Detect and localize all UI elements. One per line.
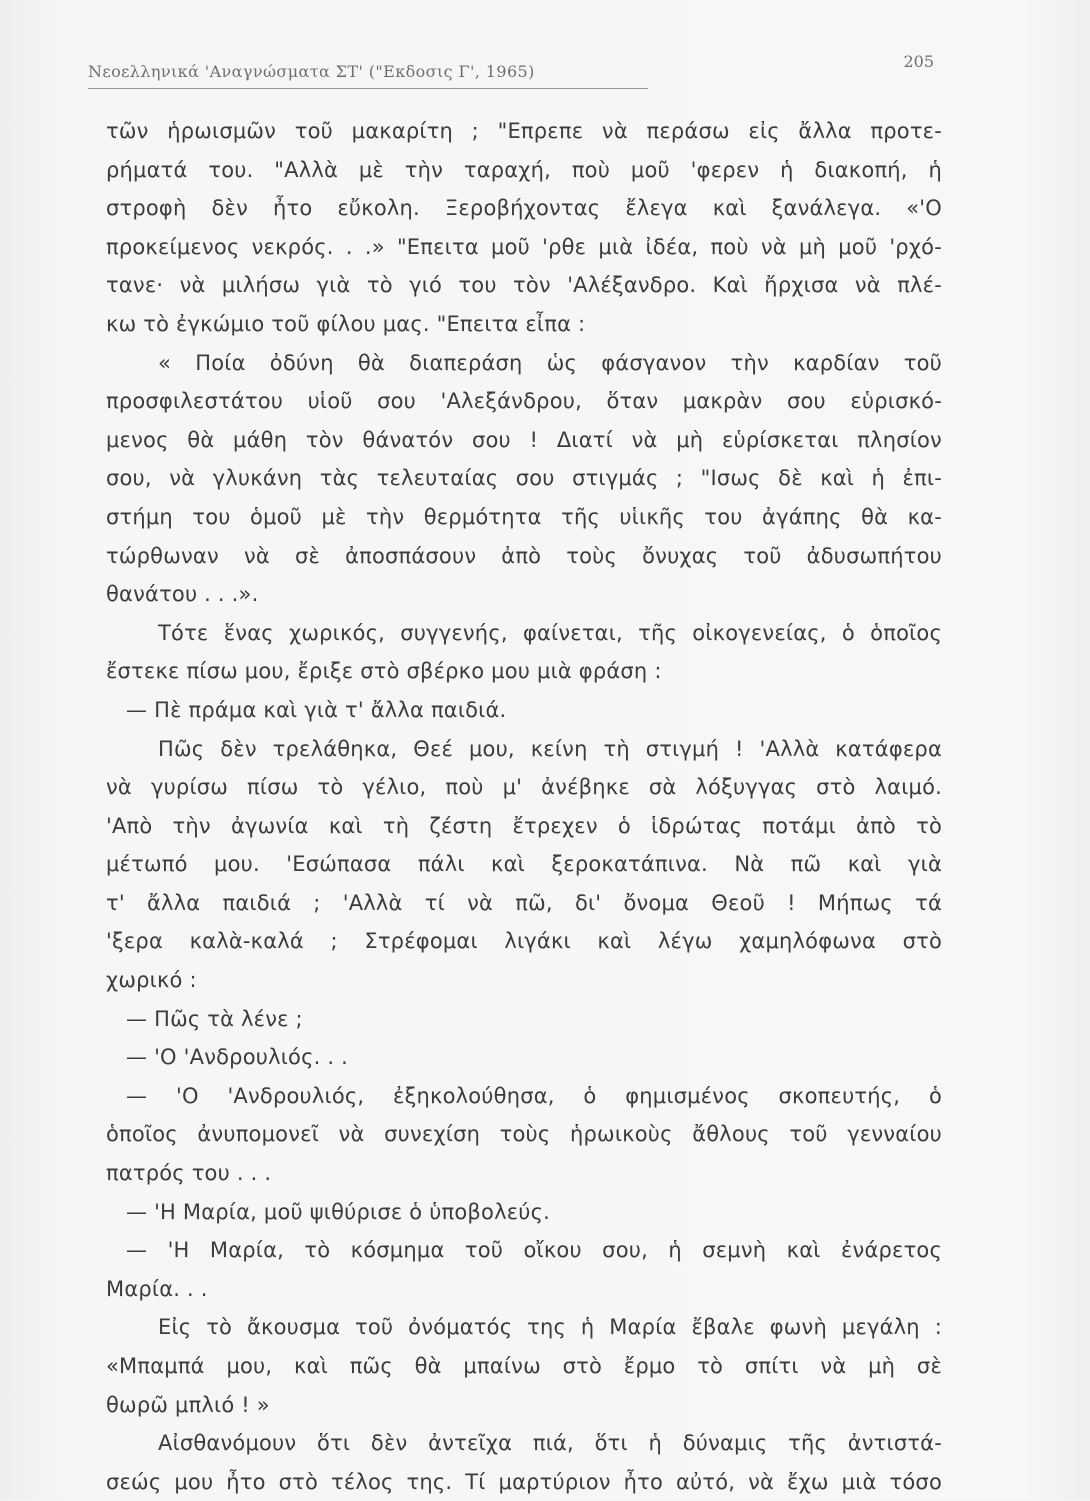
text-line: 'Απὸ τὴν ἀγωνία καὶ τὴ ζέστη ἔτρεχεν ὁ ἱδρώτας ποτάμι ἀπὸ τὸ (106, 813, 942, 838)
text-line: ρήματά του. "Αλλὰ μὲ τὴν ταραχή, ποὺ μοῦ 'φερεν ἡ διακοπή, ἡ (106, 157, 942, 182)
body-text (106, 112, 942, 1501)
text-line: τ' ἄλλα παιδιά ; 'Αλλὰ τί νὰ πῶ, δι' ὄνομα Θεοῦ ! Μήπως τά (106, 890, 942, 915)
dialogue-line: — 'Ο 'Ανδρουλιός, ἐξηκολούθησα, ὁ φημισμένος σκοπευτής, ὁ (126, 1083, 942, 1108)
text-line: σεώς μου ἦτο στὸ τέλος της. Τί μαρτύριον ἦτο αὐτό, νὰ ἔχω μιὰ τόσο (106, 1469, 942, 1494)
text-line: θανάτου . . .». (106, 582, 259, 607)
text-line: νὰ γυρίσω πίσω τὸ γέλιο, ποὺ μ' ἀνέβηκε σὰ λόξυγγας στὸ λαιμό. (106, 775, 942, 800)
text-line: «Μπαμπά μου, καὶ πῶς θὰ μπαίνω στὸ ἔρμο τὸ σπίτι νὰ μὴ σὲ (106, 1354, 942, 1378)
dialogue-line: — Πὲ πράμα καὶ γιὰ τ' ἄλλα παιδιά. (126, 697, 507, 722)
dialogue-line: — 'Η Μαρία, μοῦ ψιθύρισε ὁ ὑποβολεύς. (126, 1199, 551, 1224)
dialogue-line: — 'Η Μαρία, τὸ κόσμημα τοῦ οἴκου σου, ἡ σεμνὴ καὶ ἐνάρετος (126, 1238, 942, 1263)
text-line: μέτωπό μου. 'Εσώπασα πάλι καὶ ξεροκατάπινα. Νὰ πῶ καὶ γιὰ (106, 852, 942, 877)
text-line: προσφιλεστάτου υἱοῦ σου 'Αλεξάνδρου, ὅταν μακρὰν σου εὑρισκό- (106, 389, 942, 414)
text-line: μενος θὰ μάθη τὸν θάνατόν σου ! Διατί νὰ μὴ εὑρίσκεται πλησίον (106, 427, 942, 452)
text-line: τῶν ἡρωισμῶν τοῦ μακαρίτη ; "Επρεπε νὰ περάσω εἰς ἄλλα προτε- (106, 119, 942, 143)
text-line: χωρικό : (106, 968, 197, 993)
text-line: τανε· νὰ μιλήσω γιὰ τὸ γιό του τὸν 'Αλέξανδρο. Καὶ ἤρχισα νὰ πλέ- (106, 273, 942, 298)
text-line: Τότε ἕνας χωρικός, συγγενής, φαίνεται, τῆς οἰκογενείας, ὁ ὁποῖος (158, 620, 942, 645)
dialogue-line: — Πῶς τὰ λένε ; (126, 1006, 303, 1031)
dialogue-line: — 'Ο 'Ανδρουλιός. . . (126, 1045, 348, 1070)
text-line: Εἰς τὸ ἄκουσμα τοῦ ὀνόματός της ἡ Μαρία ἔβαλε φωνὴ μεγάλη : (158, 1315, 942, 1340)
text-line: Αἰσθανόμουν ὅτι δὲν ἀντεῖχα πιά, ὅτι ἡ δύναμις τῆς ἀντιστά- (158, 1431, 942, 1456)
text-line: τώρθωναν νὰ σὲ ἀποσπάσουν ἀπὸ τοὺς ὄνυχας τοῦ ἀδυσωπήτου (106, 543, 942, 568)
text-line: στροφὴ δὲν ἦτο εὔκολη. Ξεροβήχοντας ἔλεγα καὶ ξανάλεγα. «'Ο (106, 196, 942, 221)
text-line: κω τὸ ἐγκώμιο τοῦ φίλου μας. "Επειτα εἶπα : (106, 311, 586, 336)
text-line: Πῶς δὲν τρελάθηκα, Θεέ μου, κείνη τὴ στιγμή ! 'Αλλὰ κατάφερα (158, 736, 942, 761)
text-line: 'ξερα καλὰ-καλά ; Στρέφομαι λιγάκι καὶ λέγω χαμηλόφωνα στὸ (106, 929, 942, 954)
page-number: 205 (903, 52, 934, 71)
text-line: στήμη του ὁμοῦ μὲ τὴν θερμότητα τῆς υἱικῆς του ἀγάπης θὰ κα- (106, 504, 942, 529)
running-head: Νεοελληνικά 'Αναγνώσματα ΣΤ' ("Εκδοσις Γ', 1965) (88, 62, 535, 81)
text-line: πατρός του . . . (106, 1161, 272, 1186)
text-line: θωρῶ μπλιό ! » (106, 1392, 270, 1417)
page-header (88, 52, 934, 92)
text-line: προκείμενος νεκρός. . .» "Επειτα μοῦ 'ρθε μιὰ ἰδέα, ποὺ νὰ μὴ μοῦ 'ρχό- (106, 234, 942, 259)
text-line: Μαρία. . . (106, 1276, 208, 1301)
header-rule (88, 88, 648, 89)
text-line: ἔστεκε πίσω μου, ἔριξε στὸ σβέρκο μου μιὰ φράση : (106, 659, 662, 684)
text-line: « Ποία ὀδύνη θὰ διαπεράση ὡς φάσγανον τὴν καρδίαν τοῦ (158, 350, 942, 375)
text-line: ὁποῖος ἀνυπομονεῖ νὰ συνεχίση τοὺς ἡρωικοὺς ἄθλους τοῦ γενναίου (106, 1122, 942, 1147)
text-line: σου, νὰ γλυκάνη τὰς τελευταίας σου στιγμάς ; "Ισως δὲ καὶ ἡ ἐπι- (106, 466, 942, 491)
